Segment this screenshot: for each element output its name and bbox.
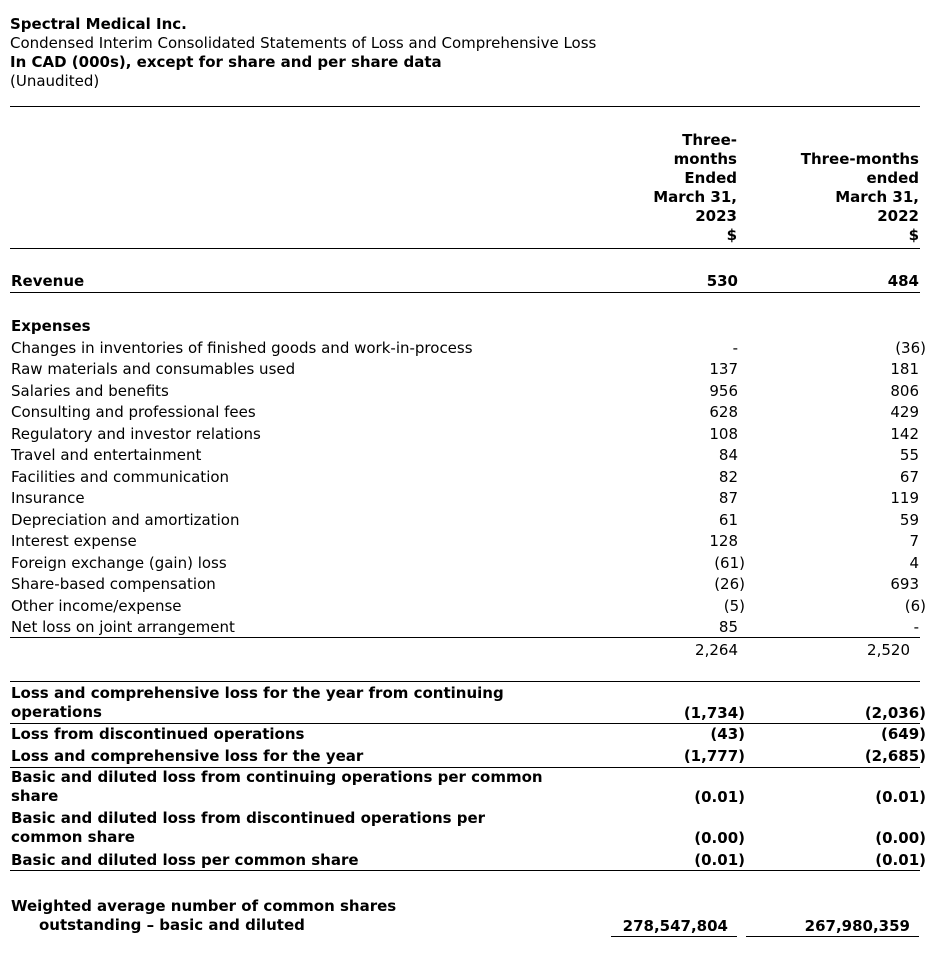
value-2023: 956 (709, 382, 738, 400)
value-2022: - (913, 618, 919, 636)
row-label: Raw materials and consumables used (11, 360, 296, 378)
total-2022: 2,520 (867, 641, 910, 659)
audit-status: (Unaudited) (10, 72, 100, 90)
value-2022: 181 (890, 360, 919, 378)
value-2023: (61) (714, 554, 745, 572)
row-label: Loss and comprehensive loss for the year (11, 747, 364, 765)
value-2022: (2,036) (864, 704, 926, 722)
expense-row (11, 531, 943, 552)
expense-row (11, 510, 943, 531)
expense-row (11, 381, 943, 402)
discontinued-loss-row (11, 724, 943, 745)
expense-row (11, 402, 943, 423)
weighted-shares-row (11, 897, 943, 937)
row-label: Consulting and professional fees (11, 403, 256, 421)
col-header-line: 2022 (877, 207, 919, 225)
value-2022: (0.01) (875, 788, 926, 806)
row-label: Loss from discontinued operations (11, 725, 305, 743)
total-divider (10, 681, 920, 682)
column-header-2022 (801, 150, 919, 245)
row-label: Revenue (11, 272, 85, 290)
value-2022: (36) (895, 339, 926, 357)
row-label: Travel and entertainment (11, 446, 202, 464)
expense-row (11, 424, 943, 445)
row-label (11, 897, 396, 935)
expenses-divider (10, 637, 920, 638)
row-label (11, 768, 543, 806)
value-2022: 7 (909, 532, 919, 550)
row-label: Depreciation and amortization (11, 511, 240, 529)
value-2023: - (732, 339, 738, 357)
row-label (11, 809, 485, 847)
revenue-divider (10, 292, 920, 293)
value-2022: 119 (890, 489, 919, 507)
currency-symbol: $ (726, 226, 737, 244)
value-2022: (6) (904, 597, 926, 615)
label-line: common share (11, 828, 135, 846)
label-line: outstanding – basic and diluted (39, 916, 305, 934)
value-2023: 61 (718, 511, 738, 529)
value-2022: (649) (880, 725, 926, 743)
value-2023: 82 (718, 468, 738, 486)
label-line: Basic and diluted loss from discontinued operations per (11, 809, 486, 827)
total-loss-row (11, 746, 943, 767)
expense-row (11, 467, 943, 488)
eps-continuing-row (11, 768, 943, 808)
column-header-divider (10, 248, 920, 249)
expense-row (11, 617, 943, 638)
expense-row (11, 359, 943, 380)
row-label (11, 684, 504, 722)
row-label: Interest expense (11, 532, 137, 550)
value-2022: 806 (890, 382, 919, 400)
label-line: Loss and comprehensive loss for the year from continuing (11, 684, 504, 702)
units-note: In CAD (000s), except for share and per share data (10, 53, 442, 71)
row-label: Share-based compensation (11, 575, 216, 593)
row-label: Facilities and communication (11, 468, 230, 486)
value-2023: 128 (709, 532, 738, 550)
continuing-loss-row (11, 684, 943, 724)
value-2022: 267,980,359 (804, 917, 910, 935)
value-2022: 693 (890, 575, 919, 593)
value-2023: (43) (710, 725, 745, 743)
value-2022: 55 (899, 446, 919, 464)
value-2023: (0.01) (694, 851, 745, 869)
value-2023: (0.00) (694, 829, 745, 847)
header-divider (10, 106, 920, 107)
value-2022: (0.01) (875, 851, 926, 869)
row-label: Other income/expense (11, 597, 182, 615)
row-label: Basic and diluted loss per common share (11, 851, 359, 869)
value-2023: (1,734) (683, 704, 745, 722)
total-2023: 2,264 (695, 641, 738, 659)
label-line: Basic and diluted loss from continuing operations per common (11, 768, 543, 786)
value-2022: (2,685) (864, 747, 926, 765)
value-2023: 84 (718, 446, 738, 464)
row-label: Foreign exchange (gain) loss (11, 554, 227, 572)
value-2023: 85 (718, 618, 738, 636)
statement-header (10, 15, 596, 91)
eps-total-row (11, 850, 943, 871)
statement-title: Condensed Interim Consolidated Statements of Loss and Comprehensive Loss (10, 34, 597, 52)
currency-symbol: $ (908, 226, 919, 244)
col-header-line: March 31, (653, 188, 737, 206)
value-2023: 108 (709, 425, 738, 443)
shares-underline-2023 (611, 936, 737, 937)
expense-row (11, 574, 943, 595)
col-header-line: 2023 (695, 207, 737, 225)
value-2022: 4 (909, 554, 919, 572)
expense-row (11, 445, 943, 466)
label-line: operations (11, 703, 102, 721)
col-header-line: Three-months (800, 150, 919, 168)
row-divider (10, 870, 920, 871)
section-heading: Expenses (11, 317, 91, 335)
row-label: Regulatory and investor relations (11, 425, 261, 443)
row-label: Insurance (11, 489, 85, 507)
col-header-line: Ended (684, 169, 737, 187)
expense-row (11, 553, 943, 574)
value-2023: 278,547,804 (622, 917, 728, 935)
label-line: Weighted average number of common shares (11, 897, 397, 915)
value-2023: (5) (723, 597, 745, 615)
value-2023: 137 (709, 360, 738, 378)
value-2022: 484 (887, 272, 919, 290)
value-2023: 87 (718, 489, 738, 507)
value-2022: 142 (890, 425, 919, 443)
value-2022: 67 (899, 468, 919, 486)
value-2023: (26) (714, 575, 745, 593)
value-2022: (0.00) (875, 829, 926, 847)
shares-underline-2022 (746, 936, 919, 937)
revenue-row (11, 271, 943, 292)
value-2023: 628 (709, 403, 738, 421)
col-header-line: Three- (682, 131, 737, 149)
expenses-total-row (11, 640, 943, 661)
value-2022: 429 (890, 403, 919, 421)
value-2023: (1,777) (683, 747, 745, 765)
col-header-line: ended (866, 169, 919, 187)
expense-row (11, 338, 943, 359)
row-label: Changes in inventories of finished goods and work-in-process (11, 339, 473, 357)
col-header-line: March 31, (835, 188, 919, 206)
value-2023: 530 (706, 272, 738, 290)
eps-discontinued-row (11, 809, 943, 849)
col-header-line: months (673, 150, 737, 168)
column-header-2023 (653, 131, 737, 245)
expense-row (11, 488, 943, 509)
expense-row (11, 596, 943, 617)
row-label: Salaries and benefits (11, 382, 169, 400)
label-line: share (11, 787, 59, 805)
company-name: Spectral Medical Inc. (10, 15, 187, 33)
expenses-heading (11, 316, 943, 337)
row-label: Net loss on joint arrangement (11, 618, 235, 636)
value-2022: 59 (899, 511, 919, 529)
value-2023: (0.01) (694, 788, 745, 806)
